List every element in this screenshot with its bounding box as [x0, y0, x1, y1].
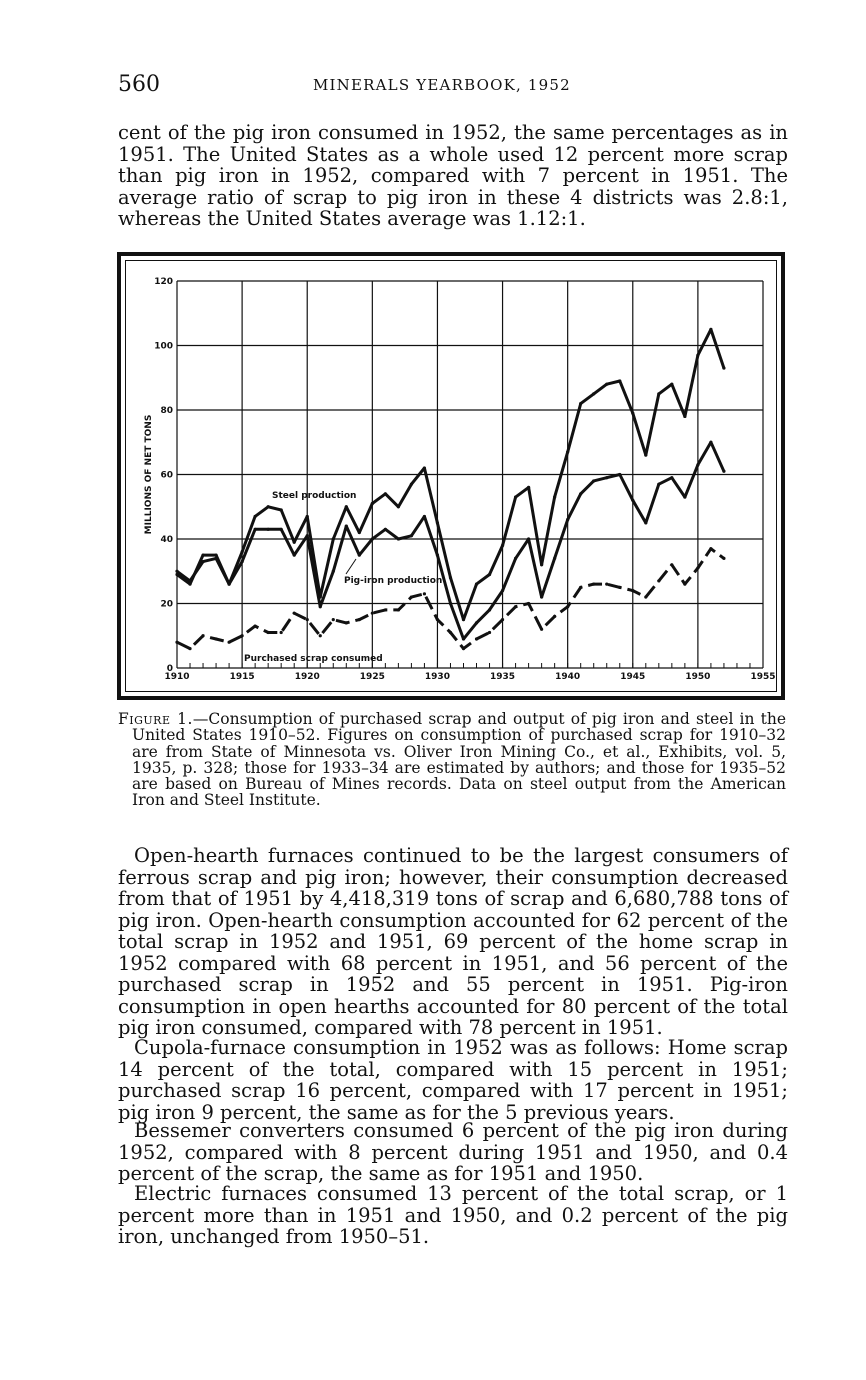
series-label-scrap: Purchased scrap consumed: [244, 654, 383, 664]
data-point: [501, 618, 504, 621]
data-point: [436, 554, 439, 557]
figure-caption: [118, 711, 786, 809]
data-point: [254, 515, 257, 518]
x-tick-label: 1940: [555, 672, 581, 682]
data-point: [345, 525, 348, 528]
data-point: [241, 550, 244, 553]
paragraph-5: Electric furnaces consumed 13 percent of the total scrap, or 1 percent more than in 1951 and 1950, and 0.2 percent of the pig iron, unchanged from 1950–51.: [118, 1182, 788, 1248]
y-tick-label: 120: [154, 277, 173, 287]
x-tick-label: 1935: [490, 672, 516, 682]
data-point: [670, 476, 673, 479]
page-header: [118, 72, 788, 102]
data-point: [605, 583, 608, 586]
data-point: [488, 573, 491, 576]
data-point: [722, 470, 725, 473]
data-point: [540, 628, 543, 631]
data-point: [475, 621, 478, 624]
data-point: [214, 637, 217, 640]
data-point: [319, 634, 322, 637]
data-point: [214, 554, 217, 557]
data-point: [657, 392, 660, 395]
data-point: [696, 354, 699, 357]
data-point: [384, 608, 387, 611]
data-point: [201, 560, 204, 563]
data-point: [397, 608, 400, 611]
data-point: [358, 531, 361, 534]
data-point: [254, 624, 257, 627]
data-point: [436, 618, 439, 621]
y-tick-label: 40: [160, 535, 173, 545]
data-point: [371, 502, 374, 505]
y-tick-label: 60: [160, 470, 173, 481]
x-tick-label: 1915: [229, 672, 255, 682]
data-point: [514, 557, 517, 560]
chart-grid: [177, 281, 763, 668]
data-point: [475, 637, 478, 640]
data-point: [709, 547, 712, 550]
data-point: [267, 631, 270, 634]
data-point: [488, 608, 491, 611]
data-point: [540, 563, 543, 566]
data-point: [227, 583, 230, 586]
data-point: [449, 576, 452, 579]
y-tick-label: 0: [166, 664, 173, 674]
data-point: [631, 589, 634, 592]
data-point: [566, 605, 569, 608]
data-point: [657, 579, 660, 582]
data-point: [332, 570, 335, 573]
page-number: 560: [118, 72, 160, 97]
data-point: [267, 505, 270, 508]
data-point: [293, 554, 296, 557]
x-tick-label: 1925: [359, 672, 385, 682]
data-point: [201, 554, 204, 557]
data-point: [644, 595, 647, 598]
data-point: [579, 586, 582, 589]
data-point: [423, 515, 426, 518]
data-point: [293, 612, 296, 615]
data-point: [293, 541, 296, 544]
data-point: [644, 521, 647, 524]
data-point: [319, 605, 322, 608]
data-point: [631, 499, 634, 502]
data-point: [540, 595, 543, 598]
data-point: [592, 479, 595, 482]
figure-frame: [117, 252, 785, 700]
data-point: [670, 383, 673, 386]
figure-caption-text: —Consumption of purchased scrap and output of pig iron and steel in the United States 1910–52. Figures on consumption of purchased scrap for 1910–32 are from State of Minnesota vs. Oliver Iron Mining Co., et al., Exhibits, vol. 5, 1935, p. 328; those for 1933–34 are estimated by authors; and those for 1935–52 are based on Bureau of Mines records. Data on steel output from the American Iron and Steel Institute.: [132, 710, 787, 810]
data-point: [631, 412, 634, 415]
paragraph-1: cent of the pig iron consumed in 1952, the same percentages as in 1951. The United States as a whole used 12 percent more scrap than pig iron in 1952, compared with 7 percent in 1951. The average ratio of scrap to pig iron in these 4 districts was 2.8:1, whereas the United States average was 1.12:1.: [118, 121, 788, 230]
data-point: [514, 605, 517, 608]
data-point: [423, 466, 426, 469]
data-point: [175, 570, 178, 573]
data-point: [410, 534, 413, 537]
data-point: [592, 583, 595, 586]
data-point: [709, 441, 712, 444]
chart-series: [175, 328, 725, 650]
data-point: [214, 557, 217, 560]
data-point: [332, 618, 335, 621]
data-point: [254, 528, 257, 531]
data-point: [462, 637, 465, 640]
data-point: [410, 483, 413, 486]
x-tick-label: 1945: [620, 672, 646, 682]
data-point: [618, 379, 621, 382]
data-point: [618, 586, 621, 589]
data-point: [605, 383, 608, 386]
data-point: [579, 492, 582, 495]
data-point: [201, 634, 204, 637]
data-point: [306, 515, 309, 518]
x-tick-label: 1930: [424, 672, 450, 682]
data-point: [566, 450, 569, 453]
series-line-1: [177, 442, 724, 639]
data-point: [683, 495, 686, 498]
data-point: [696, 566, 699, 569]
data-point: [345, 505, 348, 508]
data-point: [709, 328, 712, 331]
data-point: [371, 612, 374, 615]
data-point: [280, 631, 283, 634]
data-point: [527, 486, 530, 489]
data-point: [683, 583, 686, 586]
x-tick-label: 1950: [685, 672, 711, 682]
data-point: [436, 521, 439, 524]
data-point: [332, 537, 335, 540]
data-point: [175, 641, 178, 644]
figure-label: Figure 1.: [118, 710, 193, 728]
data-point: [527, 537, 530, 540]
running-head: MINERALS YEARBOOK, 1952: [313, 76, 571, 94]
data-point: [358, 554, 361, 557]
data-point: [280, 528, 283, 531]
data-point: [475, 583, 478, 586]
data-point: [514, 495, 517, 498]
data-point: [397, 537, 400, 540]
data-point: [553, 495, 556, 498]
data-point: [553, 557, 556, 560]
chart-ticks: [154, 277, 775, 682]
data-point: [397, 505, 400, 508]
data-point: [722, 557, 725, 560]
series-label-pig-iron: Pig-iron production: [344, 576, 443, 586]
y-axis-label: MILLIONS OF NET TONS: [144, 414, 154, 535]
data-point: [462, 618, 465, 621]
data-point: [358, 618, 361, 621]
data-point: [449, 631, 452, 634]
x-tick-label: 1920: [294, 672, 320, 682]
data-point: [605, 476, 608, 479]
data-point: [188, 583, 191, 586]
data-point: [384, 492, 387, 495]
data-point: [488, 631, 491, 634]
line-chart: [121, 256, 781, 696]
data-point: [345, 621, 348, 624]
x-tick-label: 1910: [164, 672, 190, 682]
data-point: [657, 483, 660, 486]
data-point: [501, 544, 504, 547]
data-point: [566, 518, 569, 521]
series-label-steel: Steel production: [272, 491, 357, 501]
data-point: [306, 534, 309, 537]
data-point: [683, 415, 686, 418]
y-tick-label: 80: [160, 406, 173, 416]
data-point: [527, 602, 530, 605]
paragraph-4: Bessemer converters consumed 6 percent of the pig iron during 1952, compared with 8 percent during 1951 and 1950, and 0.4 percent of the scrap, the same as for 1951 and 1950.: [118, 1119, 788, 1185]
data-point: [188, 579, 191, 582]
data-point: [592, 392, 595, 395]
data-point: [267, 528, 270, 531]
paragraph-2: Open-hearth furnaces continued to be the largest consumers of ferrous scrap and pig iron; however, their consumption decreased from that of 1951 by 4,418,319 tons of scrap and 6,680,788 tons of pig iron. Open-hearth consumption accounted for 62 percent of the total scrap in 1952 and 1951, 69 percent of the home scrap in 1952 compared with 68 percent in 1951, and 56 percent of the purchased scrap in 1952 and 55 percent in 1951. Pig-iron consumption in open hearths accounted for 80 percent of the total pig iron consumed, compared with 78 percent in 1951.: [118, 844, 788, 1039]
paragraph-3: Cupola-furnace consumption in 1952 was as follows: Home scrap 14 percent of the total, compared with 15 percent in 1951; purchased scrap 16 percent, compared with 17 percent in 1951; pig iron 9 percent, the same as for the 5 previous years.: [118, 1036, 788, 1124]
data-point: [280, 508, 283, 511]
pig-iron-leader-line: [346, 559, 356, 574]
data-point: [371, 537, 374, 540]
data-point: [241, 560, 244, 563]
y-tick-label: 100: [154, 341, 173, 352]
data-point: [462, 647, 465, 650]
data-point: [553, 615, 556, 618]
data-point: [410, 595, 413, 598]
x-tick-label: 1955: [750, 672, 776, 682]
data-point: [722, 366, 725, 369]
data-point: [670, 563, 673, 566]
data-point: [306, 618, 309, 621]
data-point: [188, 647, 191, 650]
data-point: [449, 602, 452, 605]
data-point: [384, 528, 387, 531]
y-tick-label: 20: [160, 599, 173, 610]
data-point: [423, 592, 426, 595]
data-point: [618, 473, 621, 476]
data-point: [579, 402, 582, 405]
data-point: [227, 641, 230, 644]
data-point: [644, 454, 647, 457]
data-point: [501, 589, 504, 592]
data-point: [696, 463, 699, 466]
data-point: [241, 634, 244, 637]
